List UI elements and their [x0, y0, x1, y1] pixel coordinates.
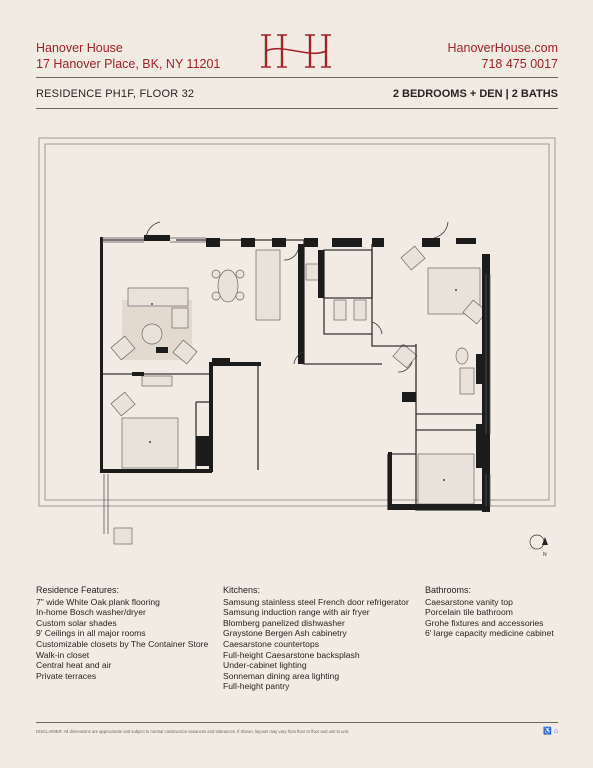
furniture — [111, 246, 544, 549]
feature-item: Caesarstone countertops — [223, 638, 320, 649]
residence-features-heading: Residence Features: — [36, 585, 120, 595]
kitchen-features — [223, 585, 409, 692]
floor-plan — [36, 134, 558, 560]
subheader-divider — [36, 108, 558, 109]
feature-item: Private terraces — [36, 670, 97, 681]
feature-item: Porcelain tile bathroom — [425, 607, 513, 618]
feature-item: Graystone Bergen Ash cabinetry — [223, 628, 347, 639]
building-name: Hanover House — [36, 41, 123, 55]
header-right — [448, 40, 558, 72]
website-link[interactable]: HanoverHouse.com — [447, 41, 558, 55]
residence-summary: 2 BEDROOMS + DEN | 2 BATHS — [392, 88, 558, 100]
residence-title: RESIDENCE PH1F, FLOOR 32 — [36, 88, 195, 100]
feature-item: Samsung stainless steel French door refrigerator — [223, 596, 409, 607]
feature-item: 9' Ceilings in all major rooms — [36, 628, 146, 639]
feature-item: Central heat and air — [36, 660, 112, 671]
feature-item: Caesarstone vanity top — [425, 596, 513, 607]
north-label: N — [543, 552, 547, 558]
header-left — [36, 40, 220, 72]
feature-item: Walk-in closet — [36, 649, 90, 660]
feature-item: 6' large capacity medicine cabinet — [425, 628, 554, 639]
feature-item: Full-height pantry — [223, 681, 290, 692]
footer-divider — [36, 722, 558, 723]
feature-item: Under-cabinet lighting — [223, 660, 307, 671]
equal-housing-icon: ⌂ — [553, 728, 558, 735]
building-address: 17 Hanover Place, BK, NY 11201 — [36, 57, 221, 71]
bathroom-features — [425, 585, 554, 639]
feature-item: Grohe fixtures and accessories — [425, 617, 544, 628]
feature-item: Sonneman dining area lighting — [223, 670, 340, 681]
feature-item: In-home Bosch washer/dryer — [36, 607, 146, 618]
feature-item: Custom solar shades — [36, 617, 117, 628]
hh-logo — [258, 33, 334, 69]
accessibility-icon: ♿ — [543, 728, 552, 735]
header-divider — [36, 77, 558, 78]
feature-item: Customizable closets by The Container Store — [36, 638, 209, 649]
kitchen-features-heading: Kitchens: — [223, 585, 261, 595]
disclaimer-text: DISCLAIMER: All dimensions are approximate and subject to normal construction variances and tolerances. If shown, layouts may vary from floor to floor and unit to unit. — [36, 729, 350, 734]
feature-item: Full-height Caesarstone backsplash — [223, 649, 360, 660]
footer-icons — [543, 727, 558, 735]
feature-item: Blomberg panelized dishwasher — [223, 617, 345, 628]
north-arrow — [542, 537, 548, 558]
phone-number[interactable]: 718 475 0017 — [481, 57, 558, 71]
bathroom-features-heading: Bathrooms: — [425, 585, 472, 595]
residence-features — [36, 585, 208, 681]
feature-item: Samsung induction range with air fryer — [223, 607, 370, 618]
feature-item: 7" wide White Oak plank flooring — [36, 596, 160, 607]
